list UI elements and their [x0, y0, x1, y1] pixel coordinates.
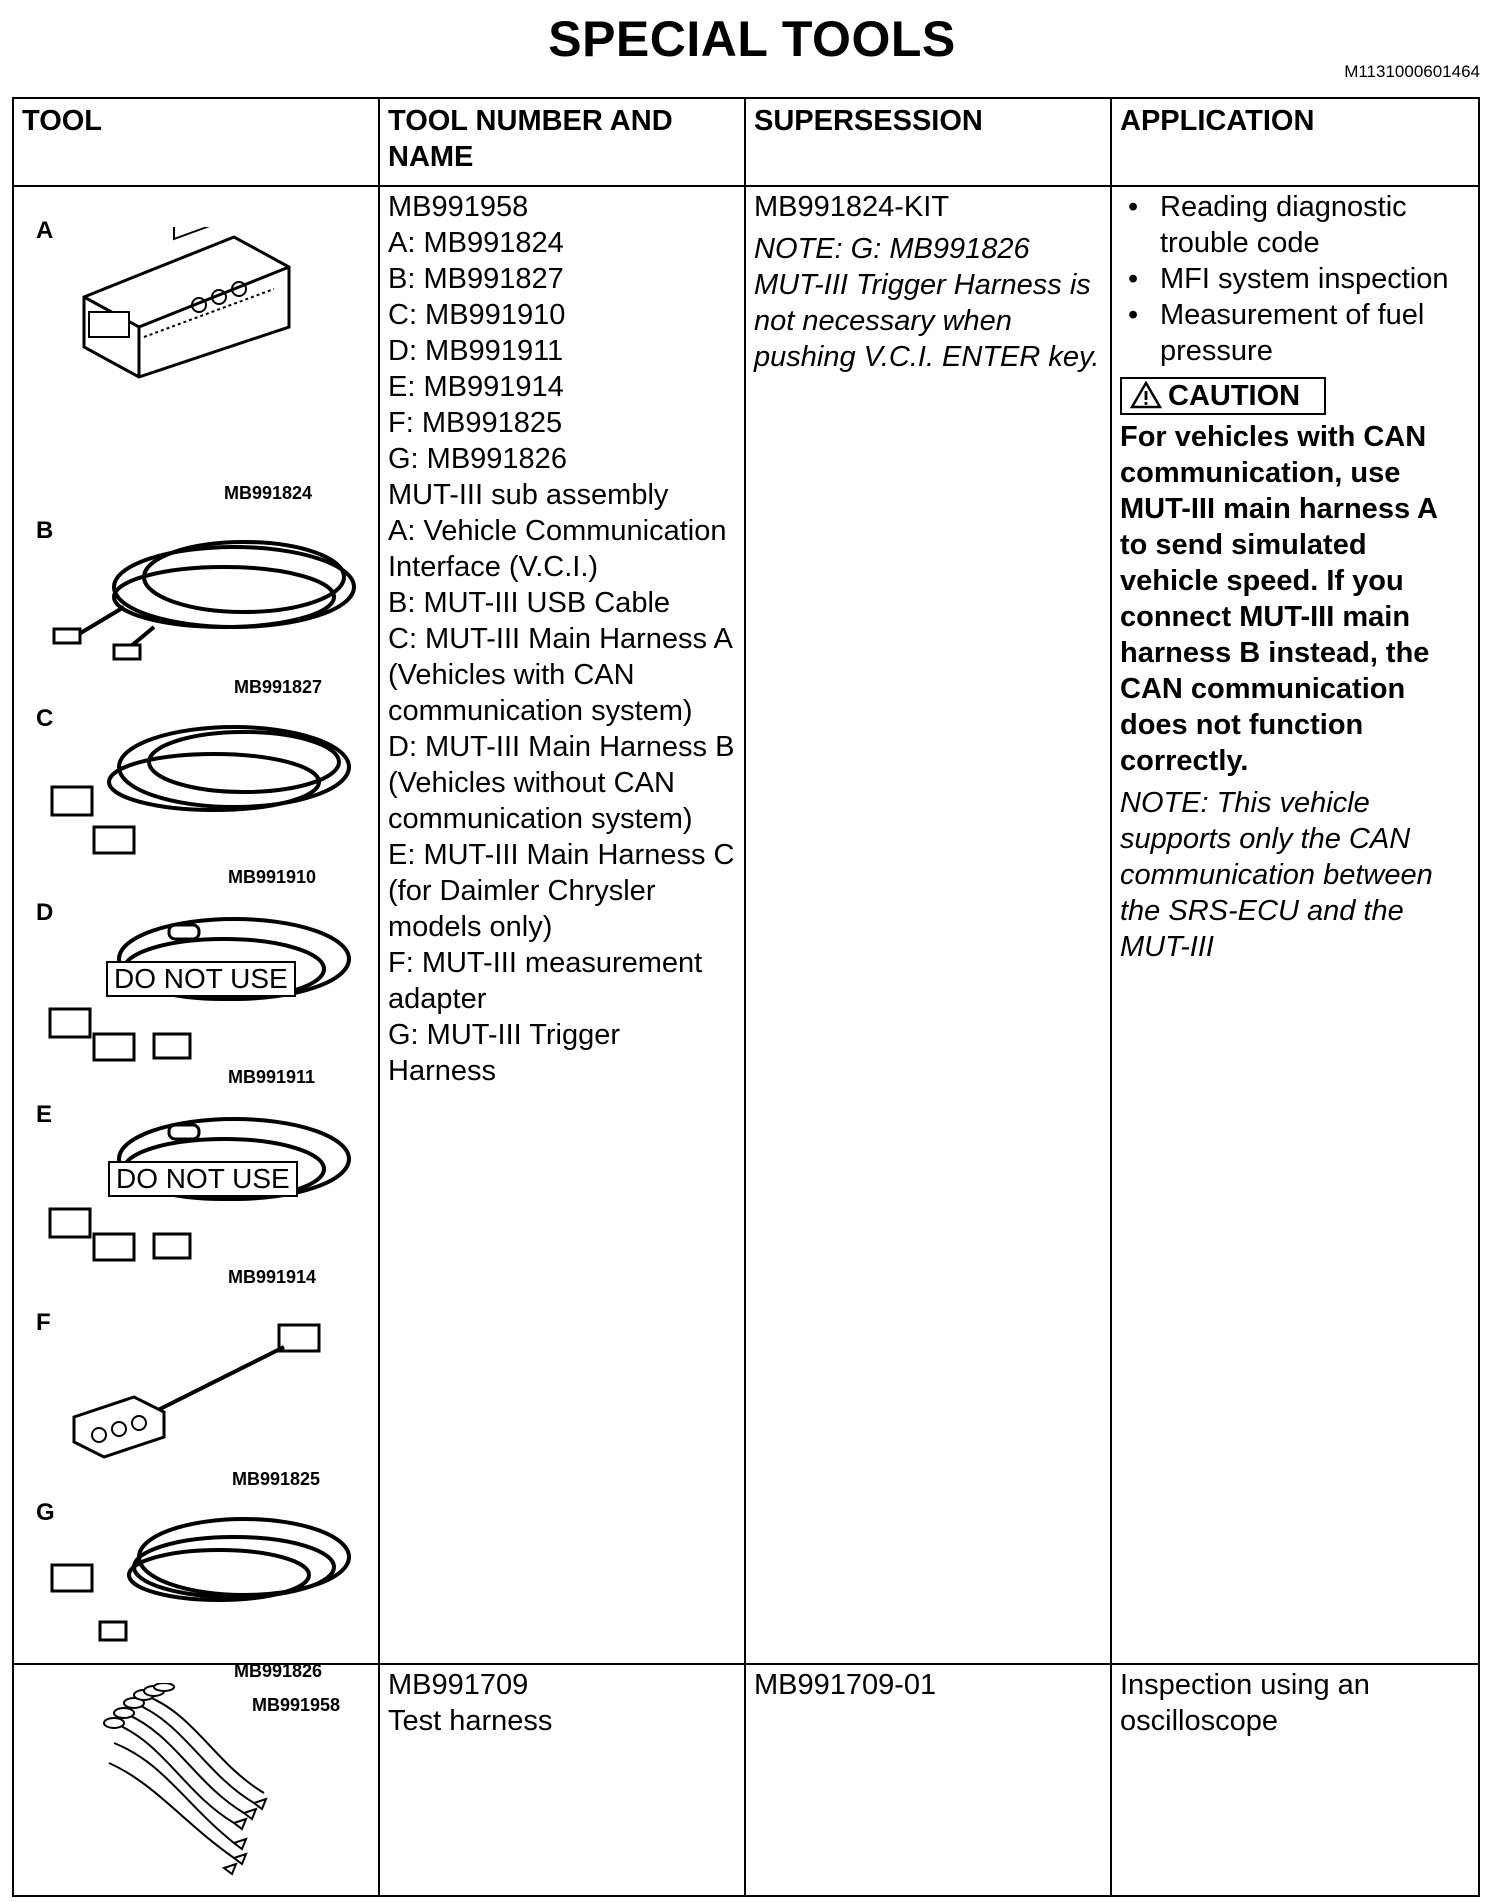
- header-supersession: SUPERSESSION: [745, 98, 1111, 186]
- main-harness-a-illustration: [44, 707, 364, 867]
- number-name-line: B: MUT-III USB Cable: [388, 587, 671, 619]
- tool-letter-g: G: [36, 1499, 55, 1526]
- tool-letter-b: B: [36, 517, 54, 544]
- tool-number: MB991709: [388, 1669, 529, 1701]
- tool-code-e: MB991914: [228, 1267, 317, 1287]
- tool-letter-d: D: [36, 899, 54, 926]
- number-name-line: G: MUT-III Trigger Harness: [388, 1019, 621, 1087]
- tool-letter-c: C: [36, 705, 54, 732]
- tool-letter-f: F: [36, 1309, 51, 1336]
- tool-code-a: MB991824: [224, 483, 313, 503]
- number-name-line: G: MB991826: [388, 443, 567, 475]
- tool-illustrations-cell: [13, 186, 379, 1715]
- supersession-cell: [745, 186, 1111, 1664]
- number-name-line: D: MB991911: [388, 335, 564, 367]
- test-harness-illustration: [94, 1683, 294, 1883]
- do-not-use-label-e: DO NOT USE: [108, 1161, 298, 1197]
- number-name-line: A: MB991824: [388, 227, 564, 259]
- page-title: SPECIAL TOOLS: [548, 11, 956, 67]
- application-list: [1120, 189, 1470, 369]
- trigger-harness-illustration: [44, 1497, 364, 1657]
- tool-letter-e: E: [36, 1101, 53, 1128]
- number-name-line: F: MUT-III measurement adapter: [388, 947, 703, 1015]
- tool-letter-a: A: [36, 217, 54, 244]
- number-name-line: E: MUT-III Main Harness C (for Daimler Chrysler models only): [388, 839, 735, 943]
- document-code: M1131000601464: [1344, 62, 1480, 81]
- tool-name: Test harness: [388, 1705, 553, 1737]
- table-header-row: [13, 98, 1479, 186]
- table-row: [13, 186, 1479, 1664]
- number-name-line: B: MB991827: [388, 263, 564, 295]
- tool-illustration-cell: [13, 1664, 379, 1896]
- caution-label: CAUTION: [1168, 380, 1301, 412]
- do-not-use-label-d: DO NOT USE: [106, 961, 296, 997]
- tool-code-f: MB991825: [232, 1469, 321, 1489]
- number-name-line: MUT-III sub assembly: [388, 479, 669, 511]
- header-tool-number-and-name: TOOL NUMBER AND NAME: [379, 98, 745, 186]
- supersession-value: MB991709-01: [754, 1669, 937, 1701]
- number-name-line: D: MUT-III Main Harness B (Vehicles without CAN communication system): [388, 731, 735, 835]
- list-item: • Reading diagnostic trouble code: [1120, 189, 1470, 261]
- supersession-cell: [745, 1664, 1111, 1896]
- list-item: • Measurement of fuel pressure: [1120, 297, 1470, 369]
- vci-unit-illustration: [64, 227, 304, 387]
- supersession-note: NOTE: G: MB991826 MUT-III Trigger Harness is not necessary when pushing V.C.I. ENTER key.: [754, 233, 1100, 373]
- application-cell: [1111, 1664, 1479, 1896]
- list-item: • MFI system inspection: [1120, 261, 1470, 297]
- tool-number-and-name-cell: [379, 186, 745, 1664]
- number-name-line: MB991958: [388, 191, 529, 223]
- header-tool: TOOL: [13, 98, 379, 186]
- tool-code-b: MB991827: [234, 677, 323, 697]
- tool-code-g: MB991826: [234, 1661, 323, 1681]
- application-text: Inspection using an oscilloscope: [1120, 1669, 1370, 1737]
- header-application: APPLICATION: [1111, 98, 1479, 186]
- tool-number-and-name-cell: [379, 1664, 745, 1896]
- caution-text: For vehicles with CAN communication, use MUT-III main harness A to send simulated vehicle speed. If you connect MUT-III main harness B instead, the CAN communication does not function correctly.: [1120, 421, 1437, 777]
- number-name-line: E: MB991914: [388, 371, 564, 403]
- measurement-adapter-illustration: [64, 1307, 354, 1467]
- supersession-value: MB991824-KIT: [754, 191, 950, 223]
- caution-box: [1120, 377, 1326, 415]
- warning-triangle-icon: [1130, 381, 1162, 409]
- special-tools-table: [12, 97, 1480, 1897]
- number-name-line: A: Vehicle Communication Interface (V.C.I.): [388, 515, 727, 583]
- number-name-line: C: MUT-III Main Harness A (Vehicles with CAN communication system): [388, 623, 732, 727]
- table-row: [13, 1664, 1479, 1896]
- number-name-line: C: MB991910: [388, 299, 566, 331]
- tool-code-c: MB991910: [228, 867, 317, 887]
- usb-cable-illustration: [44, 517, 364, 677]
- tool-code-d: MB991911: [228, 1067, 316, 1087]
- application-cell: [1111, 186, 1479, 1664]
- application-note: NOTE: This vehicle supports only the CAN communication between the SRS-ECU and the MUT-III: [1120, 787, 1433, 963]
- number-name-line: F: MB991825: [388, 407, 563, 439]
- kit-code: MB991958: [252, 1695, 341, 1715]
